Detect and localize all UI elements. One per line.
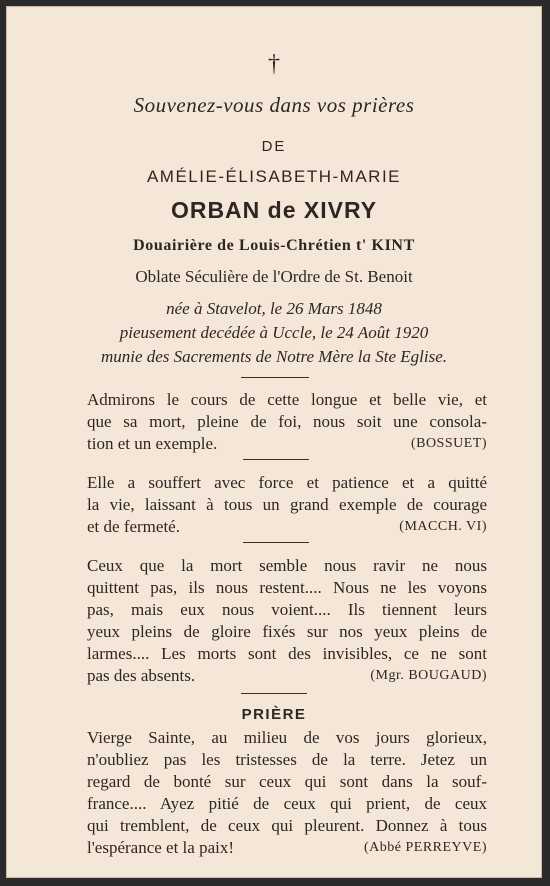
quote-line: et de fermeté.	[87, 517, 180, 536]
religious-order: Oblate Séculière de l'Ordre de St. Benoit	[135, 267, 413, 286]
quote-line: Admirons le cours de cette longue et belle vie, et	[87, 390, 487, 409]
divider	[243, 459, 309, 460]
prayer-last-line	[87, 837, 487, 859]
widow-title: Douairière de Louis-Chrétien t' KINT	[133, 237, 415, 254]
quote-source: (BOSSUET)	[410, 436, 487, 451]
sacraments-line: munie des Sacrements de Notre Mère la Ste Eglise.	[100, 347, 448, 366]
quote-line: quittent pas, ils nous restent.... Nous ne les voyons	[87, 578, 487, 597]
quote-line: pas, mais eux nous voient.... Ils tiennent leurs	[87, 600, 487, 619]
prayer-line: qui tremblent, de ceux qui pleurent. Donnez à tous	[87, 816, 487, 835]
divider	[241, 377, 309, 378]
quote-line: la vie, laissant à tous un grand exemple de courage	[87, 495, 487, 514]
quote-line: Elle a souffert avec force et patience et a quitté	[87, 473, 487, 492]
prayer-line: l'espérance et la paix!	[87, 838, 235, 857]
divider	[241, 693, 307, 694]
prayer-text	[87, 727, 487, 859]
divider	[243, 542, 309, 543]
de-label: DE	[261, 138, 287, 155]
quote-line: tion et un exemple.	[87, 434, 218, 453]
quote-bougaud	[87, 555, 487, 687]
remember-heading: Souvenez-vous dans vos prières	[133, 93, 415, 117]
prayer-line: france.... Ayez pitié de ceux qui prient, de ceux	[87, 794, 487, 813]
quote-source: (Mgr. BOUGAUD)	[370, 668, 487, 683]
surname: ORBAN de XIVRY	[170, 197, 378, 223]
memorial-card	[6, 6, 542, 878]
prayer-line: Vierge Sainte, au milieu de vos jours glorieux,	[87, 728, 487, 747]
quote-line: larmes.... Les morts sont des invisibles, ce ne sont	[87, 644, 487, 663]
birth-line: née à Stavelot, le 26 Mars 1848	[166, 299, 382, 318]
quote-line: yeux pleins de gloire fixés sur nos yeux pleins de	[87, 622, 487, 641]
quote-source: (MACCH. VI)	[399, 519, 487, 534]
quote-last-line	[87, 516, 487, 538]
quote-line: Ceux que la mort semble nous ravir ne nous	[87, 556, 487, 575]
quote-macch	[87, 472, 487, 538]
quote-line: pas des absents.	[87, 666, 196, 685]
quote-line: que sa mort, pleine de foi, nous soit une consola-	[87, 412, 487, 431]
quote-bossuet	[87, 389, 487, 455]
given-names: AMÉLIE-ÉLISABETH-MARIE	[146, 167, 402, 186]
prayer-line: regard de bonté sur ceux qui sont dans la souf-	[87, 772, 487, 791]
death-line: pieusement decédée à Uccle, le 24 Août 1920	[119, 323, 429, 342]
quote-last-line	[87, 665, 487, 687]
prayer-source: (Abbé PERREYVE)	[364, 840, 487, 855]
prayer-line: n'oubliez pas les tristesses de la terre. Jetez un	[87, 750, 487, 769]
prayer-title: PRIÈRE	[241, 706, 307, 723]
cross-icon: †	[268, 51, 280, 77]
quote-last-line	[87, 433, 487, 455]
